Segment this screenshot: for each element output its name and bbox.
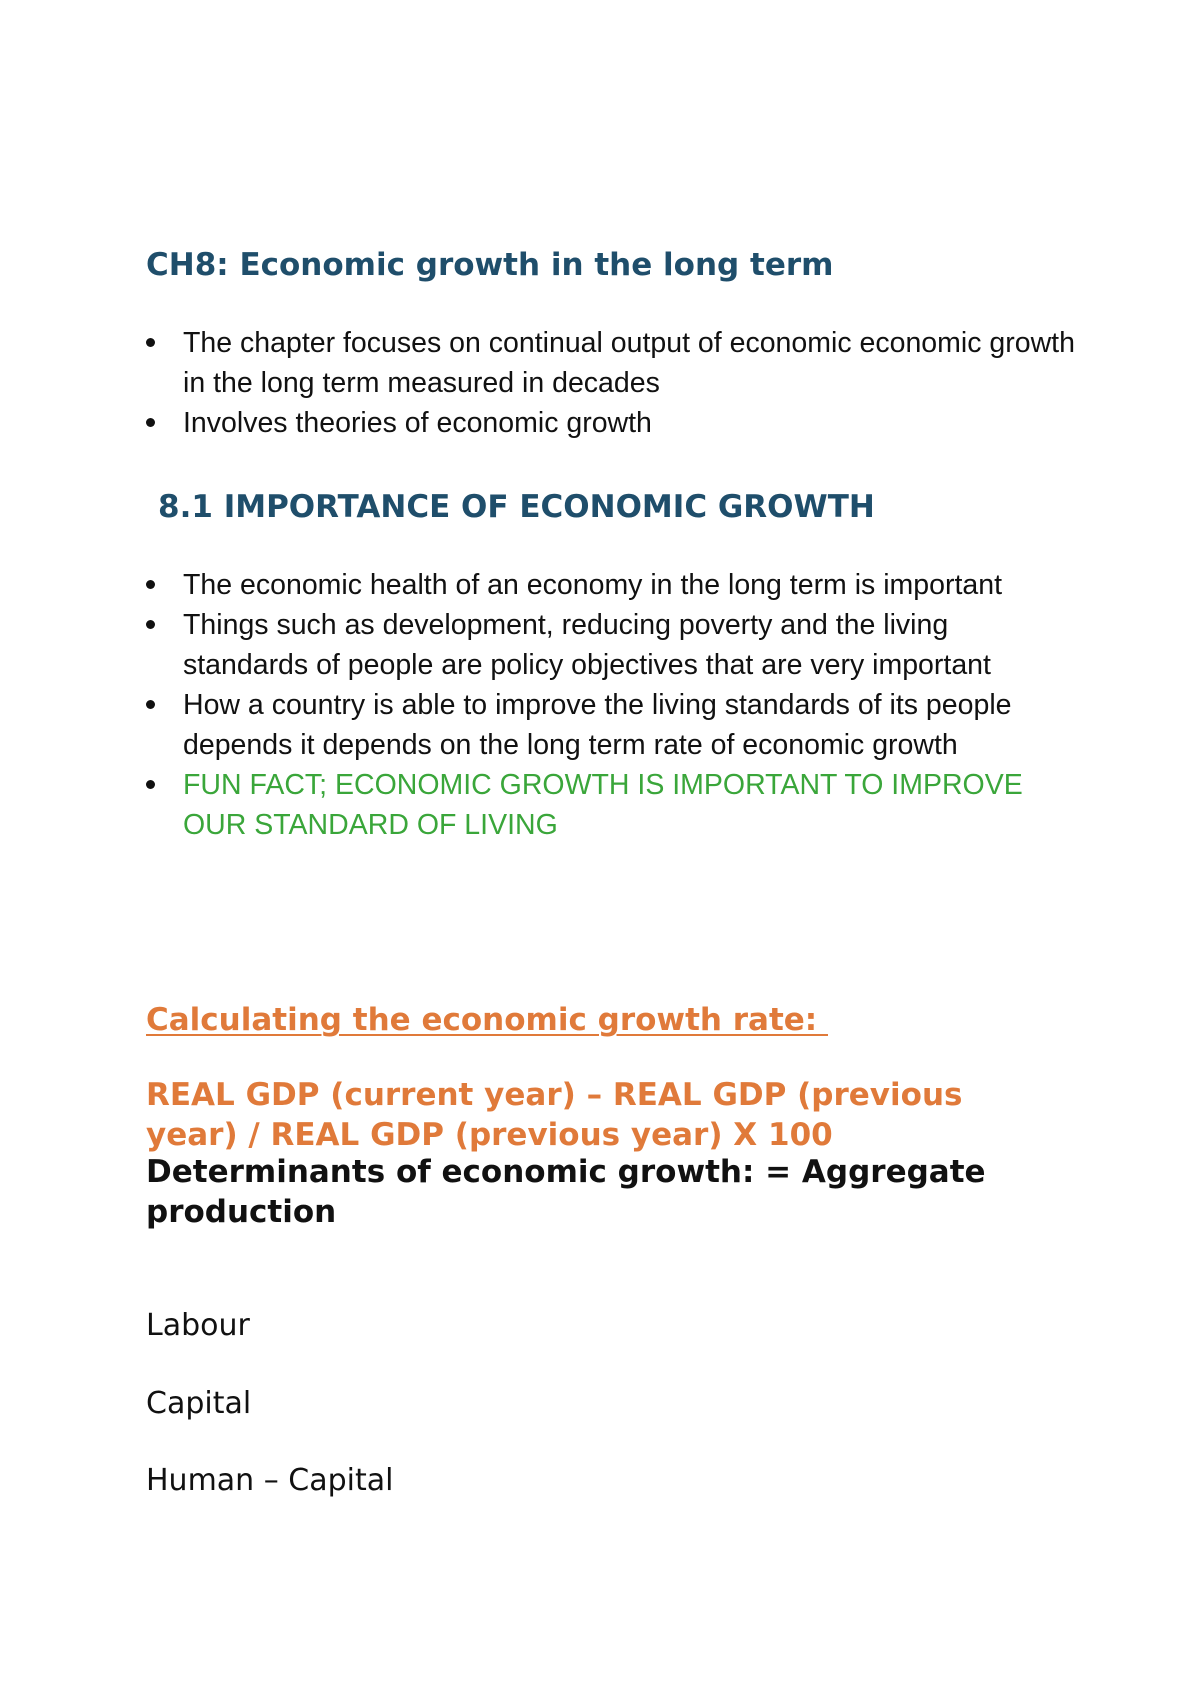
list-item: [146, 403, 1076, 443]
list-item: [146, 323, 1076, 403]
bullet-icon: [146, 700, 155, 709]
intro-bullet-list: [146, 323, 1076, 443]
list-item-text: The chapter focuses on continual output of economic economic growth in the long term measured in decades: [183, 327, 1075, 399]
bullet-icon: [146, 418, 155, 427]
determinants-heading: Determinants of economic growth: = Aggregate production: [146, 1154, 986, 1230]
growth-rate-formula: REAL GDP (current year) – REAL GDP (previous year) / REAL GDP (previous year) X 100: [146, 1077, 963, 1153]
list-item: [146, 605, 1076, 685]
determinant-capital: Capital: [146, 1386, 252, 1421]
list-item-text: Things such as development, reducing poverty and the living standards of people are policy objectives that are very important: [183, 609, 991, 681]
list-item: [146, 685, 1076, 765]
bullet-icon: [146, 580, 155, 589]
importance-bullet-list: [146, 565, 1076, 845]
chapter-title: CH8: Economic growth in the long term: [146, 247, 834, 283]
determinant-human-capital: Human – Capital: [146, 1463, 394, 1498]
bullet-icon: [146, 780, 155, 789]
list-item-text: The economic health of an economy in the long term is important: [183, 569, 1003, 601]
bullet-icon: [146, 338, 155, 347]
bullet-icon: [146, 620, 155, 629]
calculation-heading: Calculating the economic growth rate:: [146, 1002, 828, 1038]
determinant-labour: Labour: [146, 1308, 250, 1343]
list-item-text: How a country is able to improve the living standards of its people depends it depends on the long term rate of economic growth: [183, 689, 1012, 761]
list-item-text: Involves theories of economic growth: [183, 407, 652, 439]
list-item: [146, 565, 1076, 605]
fun-fact-item: [146, 765, 1076, 845]
section-title: 8.1 IMPORTANCE OF ECONOMIC GROWTH: [158, 489, 875, 525]
fun-fact-text: FUN FACT; ECONOMIC GROWTH IS IMPORTANT TO IMPROVE OUR STANDARD OF LIVING: [183, 769, 1023, 841]
